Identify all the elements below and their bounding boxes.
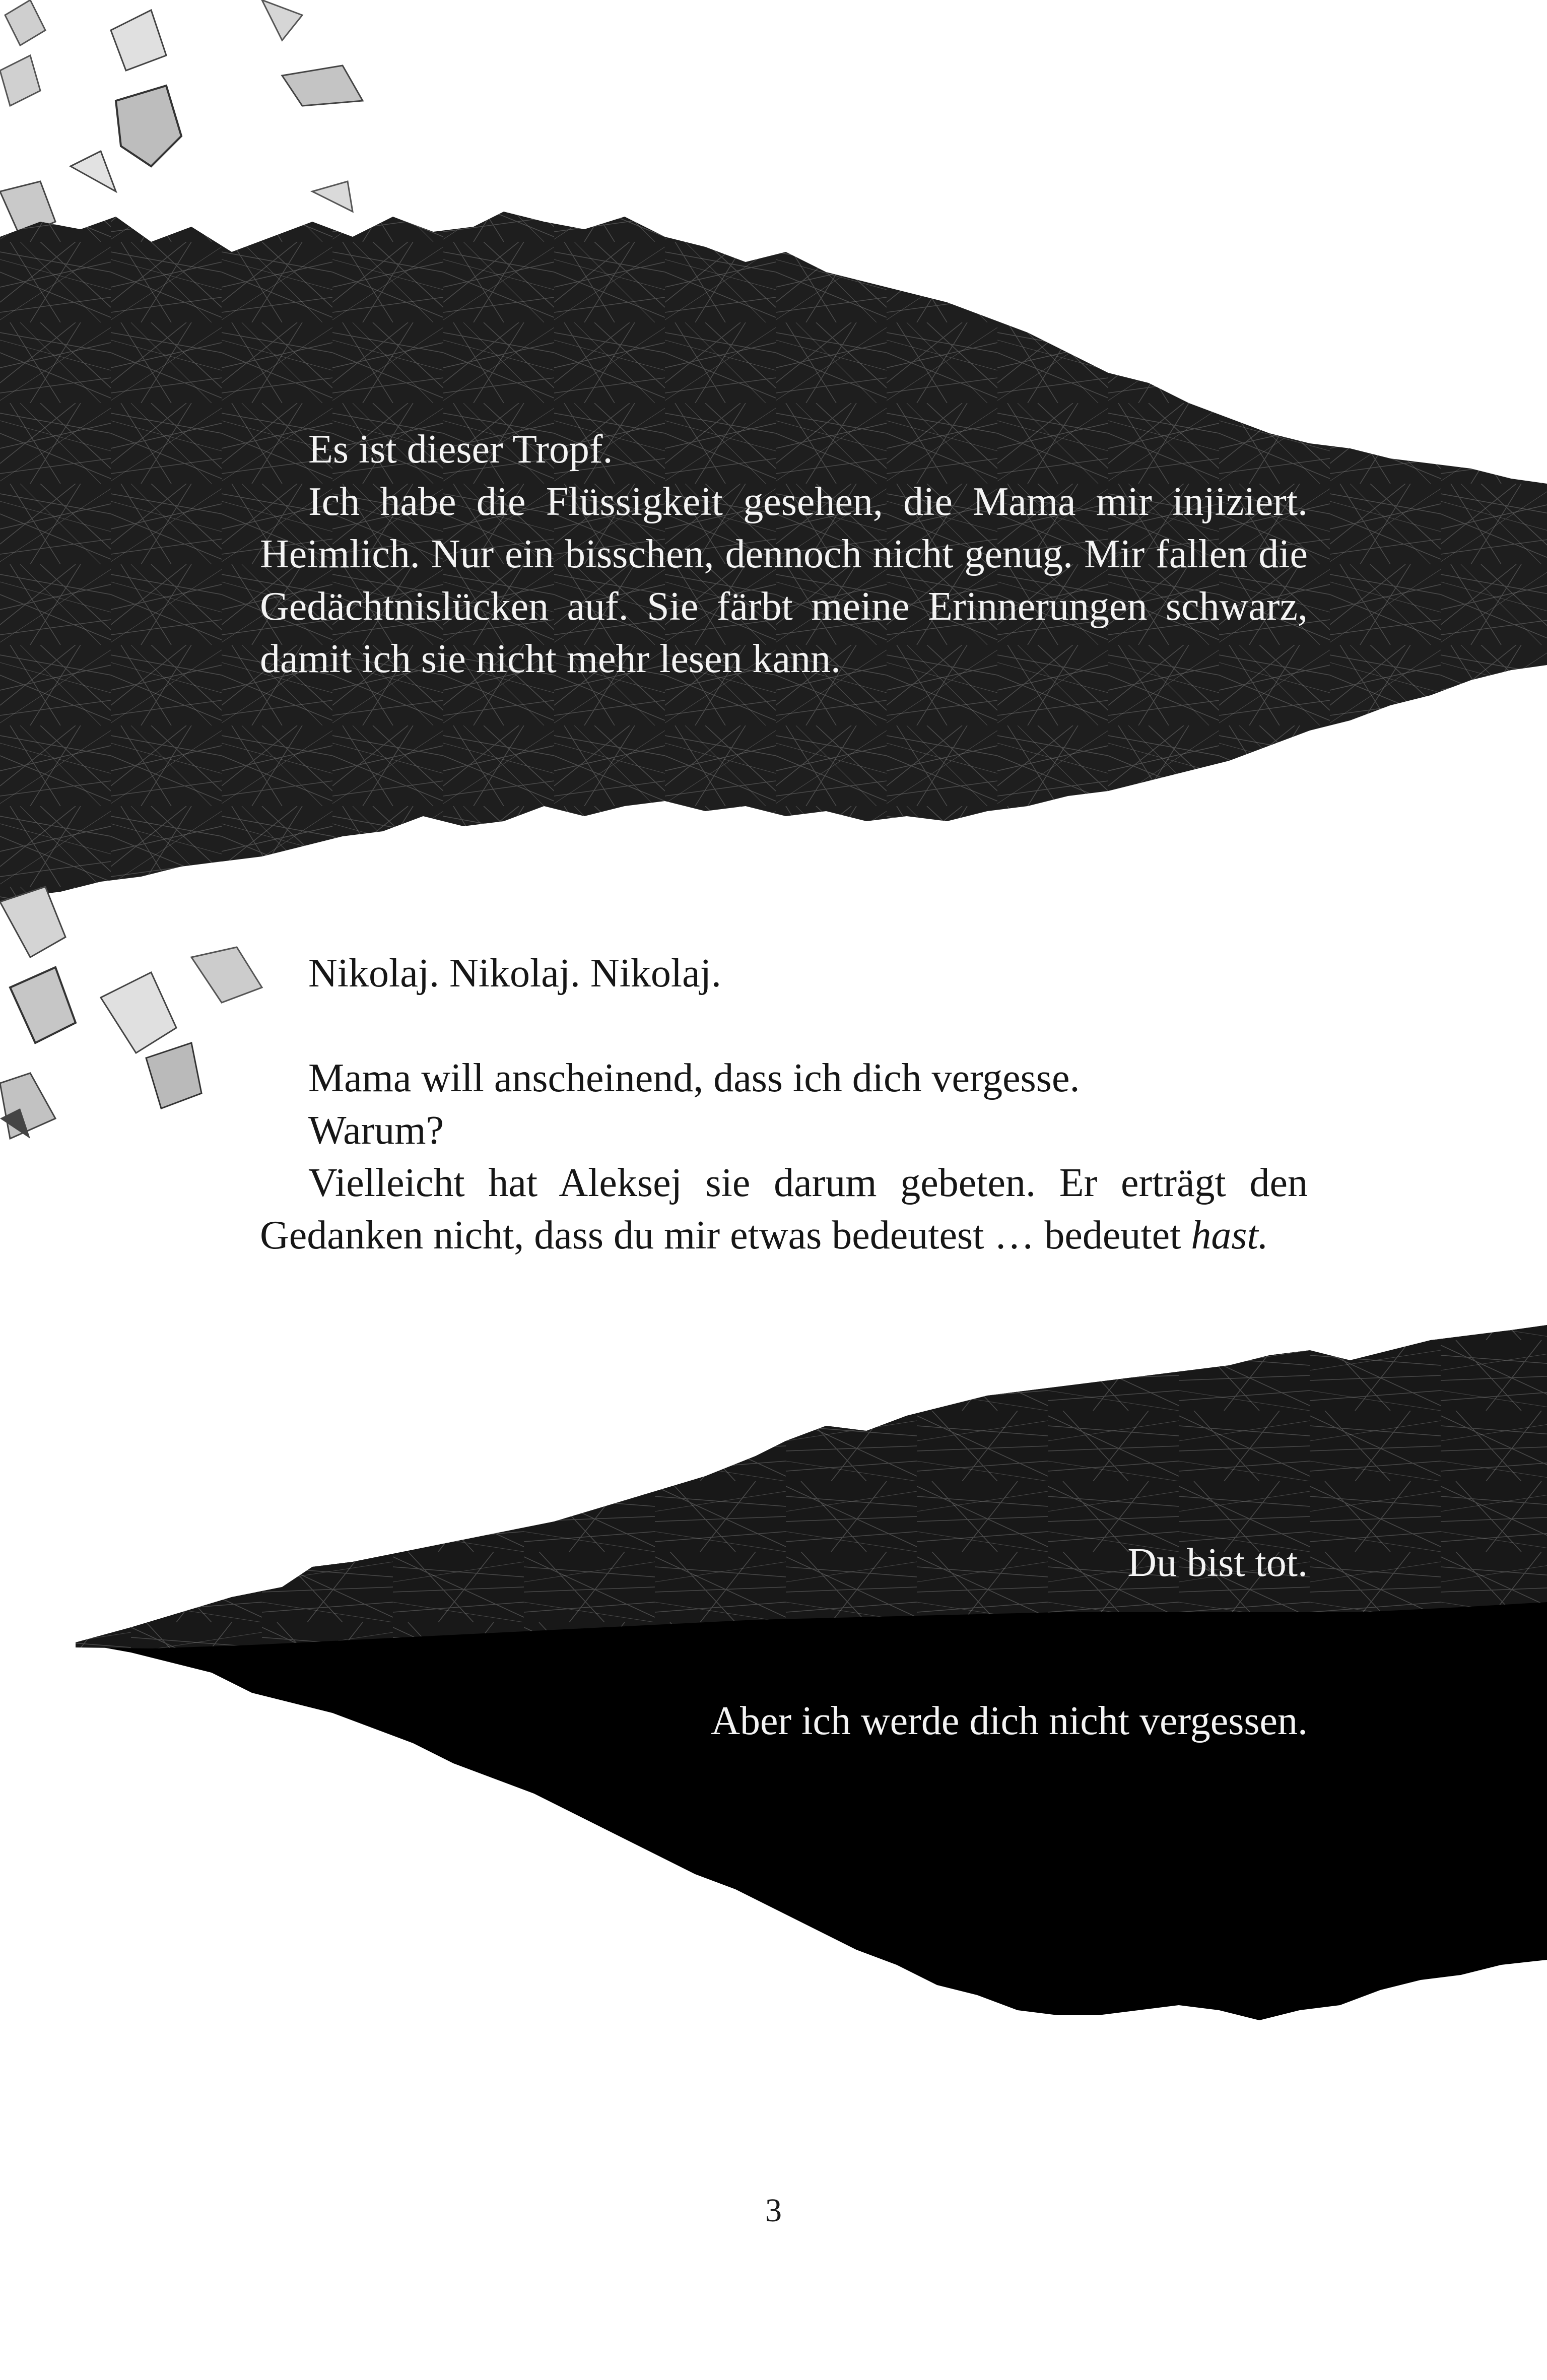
paragraph-2-3: Warum? (308, 1108, 444, 1153)
passage-2 (260, 947, 1308, 1262)
paragraph-1-1: Es ist dieser Tropf. (308, 427, 613, 472)
paragraph-2-4-italic: hast. (1191, 1213, 1268, 1258)
paragraph-3-1: Du bist tot. (1127, 1541, 1308, 1585)
passage-1 (260, 423, 1308, 685)
passage-3 (260, 1537, 1308, 1747)
page-number: 3 (765, 2192, 782, 2229)
paragraph-2-4 (260, 1157, 1308, 1262)
glass-shards-top (0, 0, 363, 237)
paragraph-2-4-text: Vielleicht hat Aleksej sie darum gebeten. Er erträgt den Gedanken nicht, dass du mir etwas bedeutest … bedeutet (260, 1161, 1308, 1258)
paragraph-2-1: Nikolaj. Nikolaj. Nikolaj. (308, 951, 721, 996)
paragraph-1-2: Ich habe die Flüssigkeit gesehen, die Mama mir injiziert. Heimlich. Nur ein bisschen, dennoch nicht genug. Mir fallen die Gedächtnislücken auf. Sie färbt meine Erinnerungen schwarz, damit ich sie nicht mehr lesen kann. (260, 480, 1308, 681)
paragraph-2-2: Mama will anscheinend, dass ich dich vergesse. (308, 1056, 1080, 1100)
glass-shards-middle (0, 887, 262, 1139)
paragraph-3-2: Aber ich werde dich nicht vergessen. (711, 1699, 1308, 1743)
